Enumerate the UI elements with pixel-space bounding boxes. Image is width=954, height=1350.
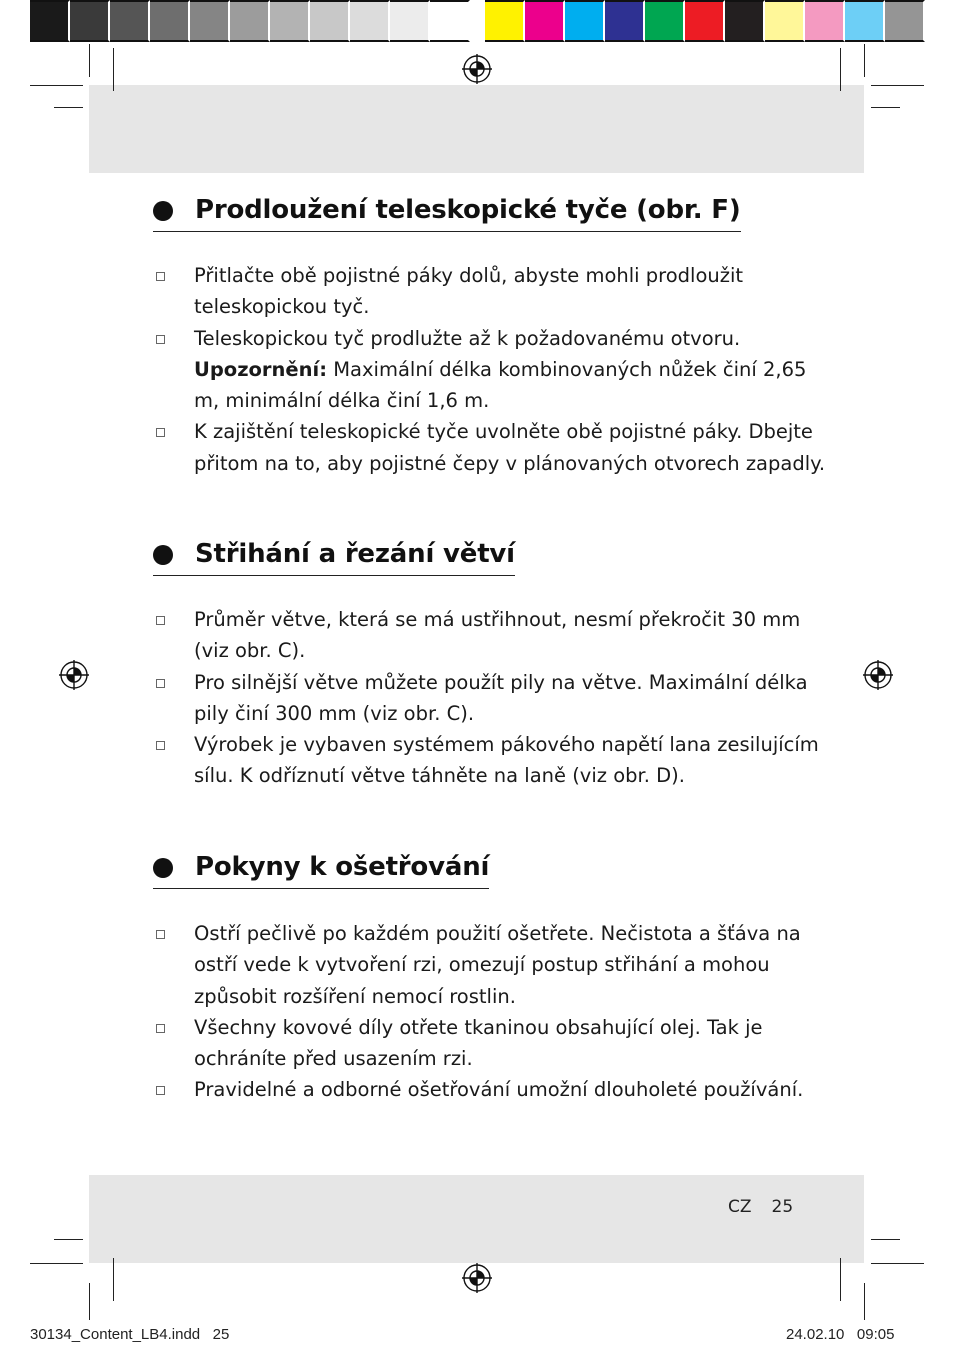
instruction-list: [153, 604, 833, 792]
footer-band: [89, 1175, 864, 1263]
section-heading: [153, 537, 515, 576]
slug-filename: 30134_Content_LB4.indd 25: [30, 1326, 230, 1343]
bullet-dot-icon: [153, 545, 173, 565]
crop-mark: [864, 44, 865, 77]
list-item: Všechny kovové díly otřete tkaninou obsahující olej. Tak je ochráníte před usazením rzi.: [153, 1012, 833, 1075]
section-care-instructions: [153, 850, 804, 1102]
checkbox-square-icon: [156, 335, 165, 344]
checkbox-square-icon: [156, 616, 165, 625]
page-footer: [728, 1197, 793, 1217]
section-title: Pokyny k ošetřování: [195, 852, 490, 882]
list-item: Přitlačte obě pojistné páky dolů, abyste mohli prodloužit teleskopickou tyč.: [153, 260, 833, 323]
checkbox-square-icon: [156, 1086, 165, 1095]
page-number: 25: [771, 1197, 794, 1217]
section-cutting-branches: [153, 537, 819, 788]
registration-mark-icon: [58, 659, 90, 691]
color-swatch: [230, 0, 270, 42]
crop-mark: [840, 48, 841, 91]
color-swatch: [30, 0, 70, 42]
crop-mark: [871, 85, 924, 86]
list-item: Teleskopickou tyč prodlužte až k požadovanému otvoru. Upozornění: Maximální délka kombinovaných nůžek činí 2,65 m, minimální délka činí 1,6 m.: [153, 323, 833, 417]
checkbox-square-icon: [156, 272, 165, 281]
crop-mark: [89, 44, 90, 77]
crop-mark: [864, 1283, 865, 1320]
list-item: Výrobek je vybaven systémem pákového napětí lana zesilujícím sílu. K odříznutí větve táhněte na laně (viz obr. D).: [153, 729, 833, 792]
list-item: Pro silnější větve můžete použít pily na větve. Maximální délka pily činí 300 mm (viz obr. C).: [153, 667, 833, 730]
checkbox-square-icon: [156, 1024, 165, 1033]
crop-mark: [113, 48, 114, 91]
crop-mark: [89, 1283, 90, 1320]
header-band: [89, 85, 864, 173]
checkbox-square-icon: [156, 741, 165, 750]
section-title: Střihání a řezání větví: [195, 539, 515, 569]
list-item: K zajištění teleskopické tyče uvolněte obě pojistné páky. Dbejte přitom na to, aby pojistné čepy v plánovaných otvorech zapadly.: [153, 416, 833, 479]
color-swatch: [150, 0, 190, 42]
section-title: Prodloužení teleskopické tyče (obr. F): [195, 195, 741, 225]
note-text: Maximální délka kombinovaných nůžek činí 2,65 m, minimální délka činí 1,6 m.: [194, 357, 807, 413]
color-swatch: [485, 0, 525, 42]
bullet-dot-icon: [153, 858, 173, 878]
instruction-list: [153, 918, 833, 1106]
section-heading: [153, 193, 741, 232]
language-code: CZ: [728, 1197, 752, 1217]
crop-mark: [871, 1263, 924, 1264]
color-swatch: [565, 0, 605, 42]
crop-mark: [840, 1258, 841, 1301]
gray-ramp-bar: [30, 0, 470, 42]
color-swatch: [310, 0, 350, 42]
color-swatch: [190, 0, 230, 42]
color-swatch: [645, 0, 685, 42]
color-swatch: [350, 0, 390, 42]
crop-mark: [30, 85, 83, 86]
process-color-bar: [485, 0, 925, 42]
bullet-dot-icon: [153, 201, 173, 221]
crop-mark: [871, 107, 900, 108]
list-item: Průměr větve, která se má ustřihnout, nesmí překročit 30 mm (viz obr. C).: [153, 604, 833, 667]
color-swatch: [685, 0, 725, 42]
color-swatch: [430, 0, 470, 42]
list-item: Pravidelné a odborné ošetřování umožní dlouholeté používání.: [153, 1074, 833, 1105]
crop-mark: [54, 1239, 83, 1240]
checkbox-square-icon: [156, 428, 165, 437]
crop-mark: [30, 1263, 83, 1264]
color-swatch: [765, 0, 805, 42]
section-telescopic-pole: [153, 193, 826, 475]
color-swatch: [805, 0, 845, 42]
color-swatch: [110, 0, 150, 42]
checkbox-square-icon: [156, 679, 165, 688]
registration-mark-icon: [461, 53, 493, 85]
color-swatch: [70, 0, 110, 42]
crop-mark: [54, 107, 83, 108]
color-swatch: [885, 0, 925, 42]
registration-mark-icon: [862, 659, 894, 691]
instruction-list: [153, 260, 833, 479]
crop-mark: [113, 1258, 114, 1301]
color-swatch: [270, 0, 310, 42]
color-swatch: [845, 0, 885, 42]
slug-datetime: 24.02.10 09:05: [786, 1326, 895, 1343]
crop-mark: [871, 1239, 900, 1240]
color-swatch: [605, 0, 645, 42]
list-item: Ostří pečlivě po každém použití ošetřete. Nečistota a šťáva na ostří vede k vytvoření rzi, omezují postup střihání a mohou způsobit rozšíření nemocí rostlin.: [153, 918, 833, 1012]
checkbox-square-icon: [156, 930, 165, 939]
section-heading: [153, 850, 489, 889]
note-label: Upozornění:: [194, 357, 328, 381]
color-swatch: [390, 0, 430, 42]
color-swatch: [725, 0, 765, 42]
registration-mark-icon: [461, 1262, 493, 1294]
color-swatch: [525, 0, 565, 42]
